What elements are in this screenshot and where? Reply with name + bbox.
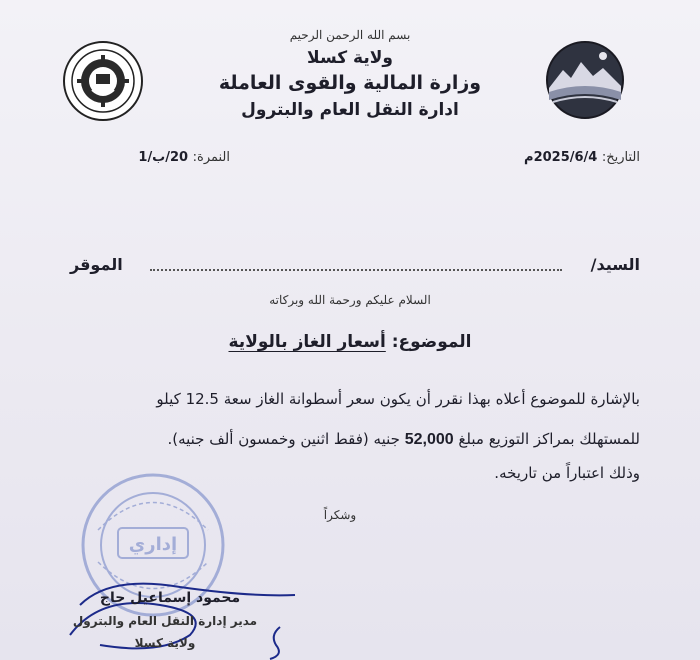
body-line-1: بالإشارة للموضوع أعلاه بهذا نقرر أن يكون سعر أسطوانة الغاز سعة 12.5 كيلو — [156, 390, 640, 408]
ministry-name: وزارة المالية والقوى العاملة — [218, 72, 482, 94]
greeting: السلام عليكم ورحمة الله وبركاته — [269, 293, 431, 307]
state-name: ولاية كسلا — [307, 48, 393, 68]
reference-number-value: 20/ب/1 — [138, 150, 189, 165]
signatory-title: مدير إدارة النقل العام والبترول — [72, 614, 258, 628]
reference-number-line — [50, 150, 230, 165]
subject-line — [180, 332, 520, 352]
signatory-state: ولاية كسلا — [134, 636, 196, 650]
recipient-honorific: الموقر — [70, 255, 123, 274]
recipient-line — [60, 255, 640, 277]
recipient-dotted-line — [150, 269, 562, 271]
price-value: 52,000 — [404, 431, 454, 448]
signatory-name: محمود إسماعيل حاج — [99, 590, 241, 606]
body-line-2 — [60, 428, 640, 451]
body-line-3: وذلك اعتباراً من تاريخه. — [494, 464, 640, 482]
stamp-text: إداري — [128, 534, 178, 555]
basmala: بسم الله الرحمن الرحيم — [289, 28, 411, 42]
subject-label: الموضوع: — [391, 332, 472, 352]
reference-number-label: النمرة: — [192, 150, 230, 165]
date-label: التاريخ: — [601, 150, 640, 165]
closing-thanks: وشكراً — [323, 508, 357, 522]
state-emblem-icon — [545, 40, 625, 120]
subject-title: أسعار الغاز بالولاية — [228, 332, 386, 352]
recipient-label: السيد/ — [590, 255, 640, 274]
body-line-2-end: جنيه (فقط اثنين وخمسون ألف جنيه). — [167, 430, 400, 448]
body-line-2-start: للمستهلك بمراكز التوزيع مبلغ — [458, 430, 640, 448]
ministry-emblem-icon — [62, 40, 144, 122]
date-line — [440, 150, 640, 165]
date-value: 2025/6/4م — [524, 150, 598, 165]
department-name: ادارة النقل العام والبترول — [241, 100, 459, 120]
